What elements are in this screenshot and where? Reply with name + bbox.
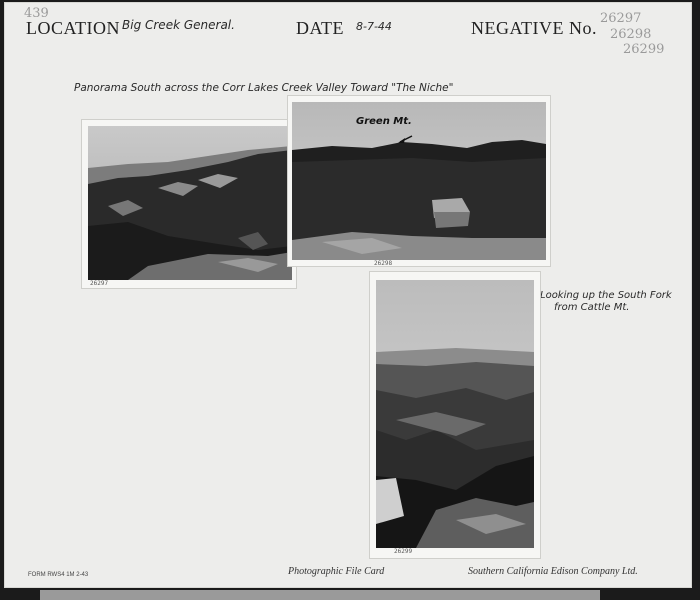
date-value: 8-7-44 — [356, 20, 392, 33]
photo-file-card — [4, 2, 692, 588]
panorama-right-photo — [292, 102, 546, 260]
location-value: Big Creek General. — [122, 18, 235, 32]
form-number: FORM RWS4 1M 2-43 — [28, 572, 89, 578]
negative-number-3: 26299 — [623, 42, 665, 57]
company-name: Southern California Edison Company Ltd. — [468, 566, 638, 577]
landscape-photo-right — [292, 102, 546, 260]
photo-number-vertical: 26299 — [394, 548, 413, 555]
card-type-label: Photographic File Card — [288, 566, 385, 577]
green-mt-label: Green Mt. — [356, 116, 412, 127]
panorama-caption: Panorama South across the Corr Lakes Creek Valley Toward "The Niche" — [74, 82, 454, 94]
card-number: 439 — [24, 6, 49, 21]
panorama-left-frame — [82, 120, 296, 288]
negative-number-2: 26298 — [610, 27, 652, 42]
scan-edge-strip — [40, 590, 600, 600]
south-fork-caption-1: Looking up the South Fork — [540, 290, 672, 301]
photo-number-middle: 26298 — [374, 260, 393, 267]
photo-number-left: 26297 — [90, 280, 109, 287]
date-label: DATE — [296, 18, 344, 38]
negative-label: NEGATIVE No. — [471, 18, 597, 38]
panorama-left-photo — [88, 126, 292, 280]
vertical-photo-frame — [370, 272, 540, 558]
negative-number-1: 26297 — [600, 11, 642, 26]
valley-photo — [376, 280, 534, 548]
south-fork-caption-2: from Cattle Mt. — [554, 302, 630, 313]
panorama-right-frame — [288, 96, 550, 266]
landscape-photo-left — [88, 126, 292, 280]
location-label: LOCATION — [26, 18, 120, 38]
vertical-photo — [376, 280, 534, 548]
